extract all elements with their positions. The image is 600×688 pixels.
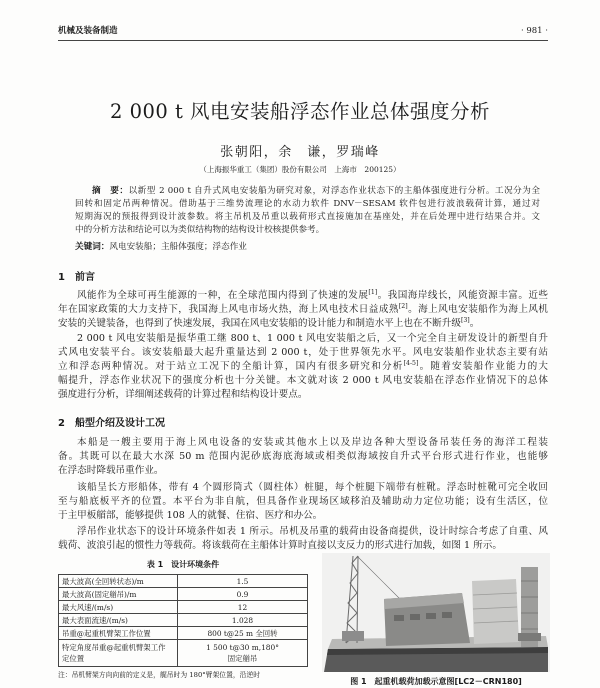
table-cell-value: 800 t@25 m 全回转 [178,627,308,640]
body-line: 幅提升，浮态作业状况下的强度分析也十分关键。本文就对该 2 000 t 风电安装船在浮态作业情况下的总体 [58,375,548,386]
abstract-text: 以新型 2 000 t 自升式风电安装船为研究对象，对浮态作业状态下的主船体强度进行分析。工况分为全 [128,186,540,196]
design-environment-table [58,574,308,667]
figure-caption: 图 1 起重机载荷加载示意图[LC2－CRN180] [350,677,522,686]
citation: [3] [460,317,470,324]
body-line: 至与船底板平齐的位置。本平台为非自航，但具备作业现场区域移泊及辅助动力定位功能；设有生活区，位 [58,496,548,507]
cell-line: 1 500 t@30 m,180° [206,643,279,652]
paragraph [58,436,548,478]
table-row [59,601,308,614]
text-run: 。海上风电安装船作为海上风机 [407,304,549,315]
keywords [75,241,540,254]
table-row [59,627,308,640]
body-line: 浮吊作业状态下的设计环境条件如表 1 所示。吊机及吊重的载荷由设备商提供，设计时综合考虑了自重、风 [77,526,548,537]
table-cell-param [59,640,178,667]
paragraph [58,289,548,331]
table-cell-param: 最大波高(全回转状态)/m [59,575,178,588]
body-line: 本船是一艘主要用于海上风电设备的安装或其他水上以及岸边各种大型设备吊装任务的海洋工程装 [77,437,548,448]
body-line [58,360,548,374]
section-heading: 1 前言 [58,272,95,283]
abstract-line: 中的分析方法和结论可以为类似结构物的结构设计校核提供参考。 [75,225,325,235]
abstract-line: 回转和固定吊两种情况。借助基于三维势流理论的水动力软件 DNV－SESAM 软件包进行波浪载荷计算，通过对 [75,199,540,209]
text-run: 立和浮态两种情况。对于站立工况下的全船计算，国内有很多研究和分析 [58,361,404,372]
table-row [59,640,308,667]
body-line: 备。其既可以在最大水深 50 m 范围内泥砂底海底海域或相类似海域按自升式平台形式进行作业，也能够 [58,451,548,462]
text-run: 。随着安装船作业能力的大 [418,361,549,372]
citation: [1] [368,289,378,296]
table-row [59,575,308,588]
accommodation-block [472,579,519,644]
cell-line: 固定艏吊 [227,654,258,663]
paragraph [58,481,548,523]
body-line: 式风电安装平台。该安装船最大起升重量达到 2 000 t，处于世界领先水平。风电安装船作业状态主要有站 [58,347,548,358]
abstract-line: 短期海况的预报得到设计波参数。将主吊机及吊重以载荷形式直接施加在基座处，并在后处理中进行结果合并。文 [75,212,540,222]
table-cell-value [178,640,308,667]
paragraph [58,332,548,402]
table-cell-value: 0.9 [178,588,308,601]
table-cell-value: 1.5 [178,575,308,588]
abstract-line [75,185,540,198]
text-run: 。我国海岸线长，风能资源丰富。近些 [377,290,549,301]
table-note: 注：吊机臂架方向向前的定义是，艉吊时为 180°臂架位置，沿逆时 [58,671,261,679]
body-line: 在浮态时降载吊重作业。 [58,465,164,476]
body-line: 该船呈长方形船体，带有 4 个圆形筒式（圆柱体）桩腿，每个桩腿下端带有桩靴。浮态时桩靴可完全收回 [77,482,548,493]
body-line: 强度进行分析，详细阐述载荷的计算过程和结构设计要点。 [58,389,308,400]
text-run: 。 [469,318,480,329]
table-cell-param: 最大波高(固定艏吊)/m [59,588,178,601]
section-heading: 2 船型介绍及设计工况 [58,418,165,429]
text-run: 风能作为全球可再生能源的一种，在全球范围内得到了快速的发展 [77,290,369,301]
table-caption: 表 1 设计环境条件 [146,560,220,569]
header-rule [58,40,548,41]
table-row [59,588,308,601]
citation: [4-5] [403,360,419,367]
leg-housing [518,633,541,641]
table-cell-param: 最大风速/(m/s) [59,601,178,614]
page-number: · 981 · [520,26,548,36]
ship-crane-figure [322,553,550,672]
table-cell-param: 吊重@起重机臂架工作位置 [59,627,178,640]
keywords-text: 风电安装船；主船体强度；浮态作业 [109,242,247,252]
table-cell-value: 1.028 [178,614,308,627]
cell-line: 定位置 [62,654,85,663]
body-line: 2 000 t 风电安装船是振华重工继 800 t、1 000 t 风电安装船之后，又一个完全自主研发设计的新型自升 [77,333,548,344]
abstract [75,185,540,237]
crane-pedestal [342,631,364,641]
text-run: 年在国家政策的大力支持下，我国海上风电市场火热，海上风电技术日益成熟 [58,304,399,315]
body-line: 载荷、波浪引起的惯性力等载荷。将该载荷在主船体计算时直接以支反力的形式进行加载，如图 1 所示。 [58,540,502,551]
abstract-label: 摘 要： [92,186,129,196]
body-line: 于主甲板艏部，能够提供 108 人的就餐、住宿、医疗和办公。 [58,510,323,521]
keywords-label: 关键词： [75,242,110,252]
table-cell-value: 12 [178,601,308,614]
text-run: 安装的关键装备，也得到了快速发展，我国在风电安装船的设计能力和制造水平上也在不断升级 [58,318,461,329]
body-line [58,317,548,331]
author-list: 张朝阳，余 谦，罗瑞峰 [220,145,380,160]
cell-line: 特定角度吊重@起重机臂架工作 [62,643,166,652]
affiliation: （上海振华重工（集团）股份有限公司 上海市 200125） [199,165,401,174]
body-line [58,303,548,317]
table-cell-param: 最大表面流速/(m/s) [59,614,178,627]
citation: [2] [398,303,408,310]
journal-section-header: 机械及装备制造 [58,26,118,36]
paper-title: 2 000 t 风电安装船浮态作业总体强度分析 [109,100,491,123]
table-row [59,614,308,627]
paragraph [58,525,548,553]
body-line [58,289,548,303]
